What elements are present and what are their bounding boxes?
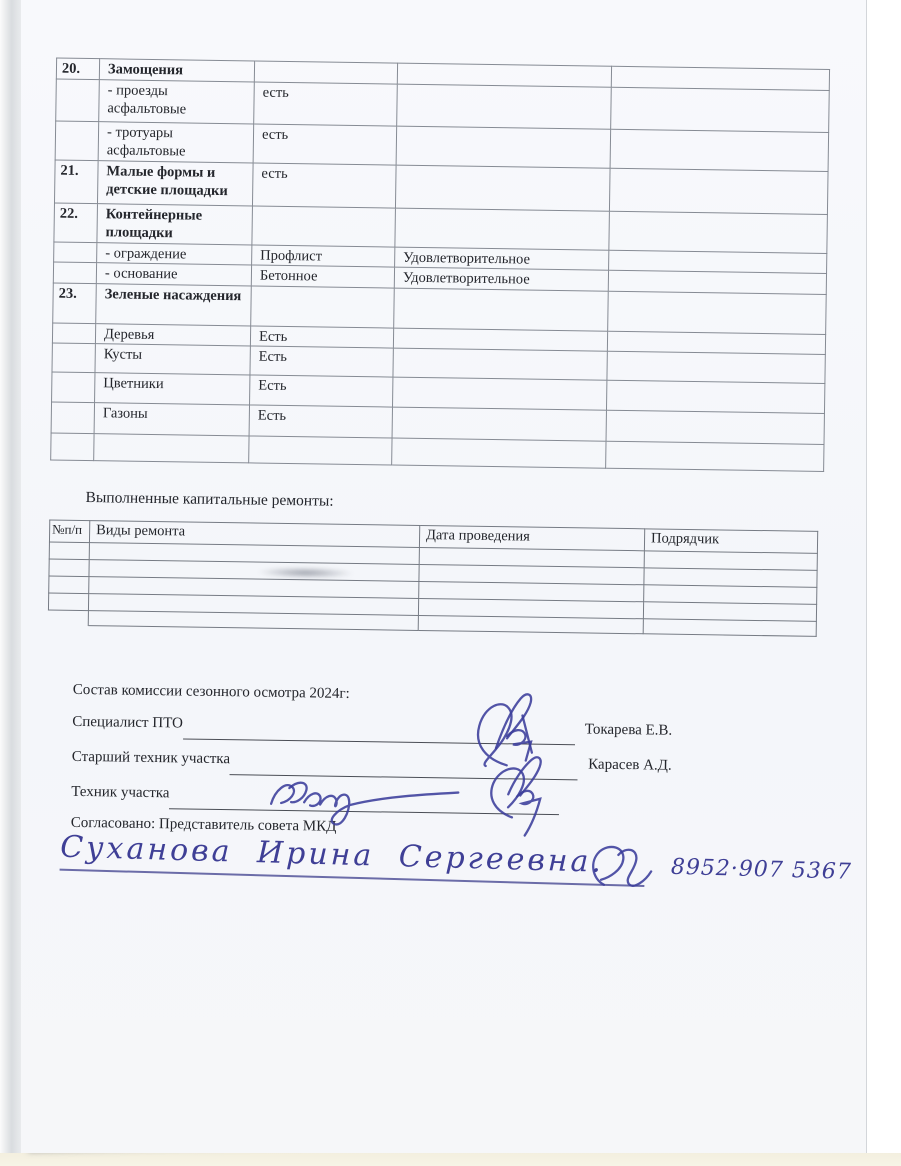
inspection-table <box>50 58 830 473</box>
cell-value: Профлист <box>252 245 395 268</box>
signature-blank-line <box>169 785 559 815</box>
cell-name: Замощения <box>99 59 254 82</box>
cell-value: Бетонное <box>251 265 394 288</box>
cell-condition <box>395 208 610 250</box>
empty-cell <box>49 542 89 560</box>
header-type: Виды ремонта <box>89 521 419 548</box>
cell-num <box>52 343 95 373</box>
page-content <box>4 0 866 1165</box>
cell-value <box>252 206 396 247</box>
cell-name: Цветники <box>95 373 250 405</box>
repairs-table <box>48 519 818 636</box>
scanned-page <box>21 0 867 1153</box>
empty-cell <box>48 593 88 611</box>
cell-name: Контейнерные площадки <box>97 203 253 244</box>
cell-num <box>55 121 99 161</box>
handwritten-phone: 8952·907 5367 <box>670 854 853 885</box>
empty-cell <box>418 615 643 633</box>
cell-extra <box>609 211 828 253</box>
header-num: №п/п <box>49 520 89 543</box>
cell-value: есть <box>253 124 397 165</box>
empty-cell <box>49 576 89 594</box>
cell-condition <box>393 348 607 380</box>
cell-condition <box>396 126 611 168</box>
cell-condition <box>394 288 609 331</box>
cell-name: Малые формы и детские площадки <box>97 160 253 205</box>
cell-num <box>53 262 96 283</box>
member-label: Техник участка <box>71 783 170 802</box>
cell-value: есть <box>252 163 396 208</box>
cell-value <box>251 286 395 328</box>
cell-condition: Удовлетворительное <box>394 267 608 291</box>
signature-line-tech <box>71 784 559 815</box>
cell-condition <box>395 165 610 211</box>
empty-cell <box>643 619 816 637</box>
cell-num: 22. <box>54 203 98 243</box>
signature-line-specialist <box>72 714 672 747</box>
cell-condition <box>397 84 612 129</box>
cell-value: Есть <box>249 405 392 438</box>
cell-condition <box>392 377 606 410</box>
commission-section <box>59 681 853 933</box>
member-name: Карасев А.Д. <box>588 756 672 774</box>
signature-line-senior-tech <box>72 749 672 782</box>
cell-name: Газоны <box>94 403 249 436</box>
cell-condition <box>392 407 606 441</box>
member-label: Старший техник участка <box>71 748 231 768</box>
cell-extra <box>606 442 824 472</box>
cell-value: Есть <box>250 375 393 407</box>
cell-num <box>52 323 95 344</box>
signature-blank-line <box>230 751 578 780</box>
member-label: Специалист ПТО <box>72 713 184 732</box>
cell-name: Кусты <box>95 344 250 375</box>
cell-condition: Удовлетворительное <box>395 247 609 271</box>
cell-value: Есть <box>250 326 393 349</box>
empty-cell <box>48 610 88 626</box>
cell-extra <box>609 168 828 214</box>
cell-num <box>56 79 100 122</box>
handwritten-representative-name: Суханова Ирина Сергеевна. <box>60 830 646 887</box>
cell-extra <box>608 291 827 334</box>
header-contractor: Подрядчик <box>644 529 817 554</box>
cell-name: - ограждение <box>97 242 252 265</box>
cell-name: - тротуары асфальтовые <box>98 121 254 162</box>
cell-name: - основание <box>96 263 251 286</box>
cell-num: 23. <box>53 283 97 324</box>
cell-num: 21. <box>54 160 98 204</box>
cell-value <box>249 436 392 465</box>
cell-num <box>51 402 94 434</box>
cell-name: - проезды асфальтовые <box>99 79 255 123</box>
agreed-line: Согласовано: Представитель совета МКД <box>70 814 337 835</box>
handwritten-line <box>60 830 896 894</box>
cell-name: Зеленые насаждения <box>96 283 252 325</box>
cell-extra <box>606 381 824 414</box>
member-name: Токарева Е.В. <box>584 721 673 739</box>
cell-num: 20. <box>56 58 99 79</box>
cell-value: есть <box>254 82 398 126</box>
cell-name: Деревья <box>95 323 250 346</box>
cell-value <box>254 61 397 84</box>
cell-extra <box>606 411 824 445</box>
commission-title: Состав комиссии сезонного осмотра 2024г: <box>72 681 350 702</box>
signature-blank-line <box>183 715 575 745</box>
cell-num <box>52 372 95 403</box>
cell-condition <box>392 438 606 468</box>
empty-cell <box>49 559 89 577</box>
cell-num <box>51 433 94 461</box>
header-date: Дата проведения <box>419 525 644 550</box>
repairs-title: Выполненные капитальные ремонты: <box>85 489 334 510</box>
cell-name <box>94 434 249 463</box>
cell-extra <box>611 87 830 132</box>
cell-extra <box>607 352 825 384</box>
cell-extra <box>610 129 829 171</box>
cell-value: Есть <box>250 346 393 377</box>
cell-num <box>54 242 97 263</box>
